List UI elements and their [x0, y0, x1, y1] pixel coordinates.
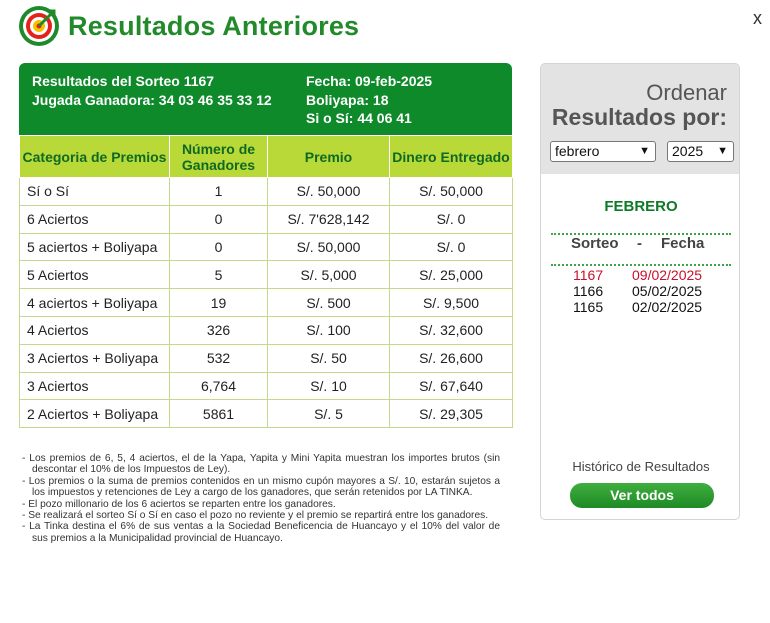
table-cell: S/. 32,600: [390, 316, 513, 344]
sort-controls: [541, 64, 739, 174]
table-cell: 19: [170, 289, 268, 317]
winning-numbers: Jugada Ganadora: 34 03 46 35 33 12: [32, 92, 272, 108]
table-cell: 0: [170, 205, 268, 233]
table-cell: S/. 50,000: [268, 178, 390, 206]
table-cell: 2 Aciertos + Boliyapa: [20, 400, 170, 428]
table-cell: 5 Aciertos: [20, 261, 170, 289]
column-header-sorteo: Sorteo: [571, 235, 619, 252]
table-cell: S/. 5,000: [268, 261, 390, 289]
table-cell: S/. 26,600: [390, 344, 513, 372]
column-header: Dinero Entregado: [390, 136, 513, 178]
table-cell: Sí o Sí: [20, 178, 170, 206]
divider: [551, 264, 731, 266]
column-header: Número de Ganadores: [170, 136, 268, 178]
year-select[interactable]: [667, 141, 734, 162]
column-header: Premio: [268, 136, 390, 178]
month-select[interactable]: [550, 141, 656, 162]
prizes-table: [19, 135, 513, 428]
draw-date: Fecha: 09-feb-2025: [306, 73, 433, 89]
table-row: [20, 400, 513, 428]
draw-link-date[interactable]: 05/02/2025: [632, 283, 703, 299]
history-label: Histórico de Resultados: [572, 459, 710, 474]
table-row: [20, 261, 513, 289]
table-cell: 3 Aciertos + Boliyapa: [20, 344, 170, 372]
chevron-down-icon: ▼: [639, 145, 650, 157]
table-cell: S/. 10: [268, 372, 390, 400]
table-cell: 4 Aciertos: [20, 316, 170, 344]
boliyapa-number: Boliyapa: 18: [306, 92, 389, 108]
table-cell: S/. 50,000: [268, 233, 390, 261]
table-cell: S/. 67,640: [390, 372, 513, 400]
table-row: [20, 372, 513, 400]
table-cell: 6 Aciertos: [20, 205, 170, 233]
table-cell: 6,764: [170, 372, 268, 400]
chevron-down-icon: ▼: [717, 145, 728, 157]
table-row: [20, 344, 513, 372]
table-cell: 0: [170, 233, 268, 261]
month-select-value: febrero: [555, 143, 600, 159]
column-header: Categoria de Premios: [20, 136, 170, 178]
draw-link-number[interactable]: 1167: [573, 267, 604, 283]
si-o-si-numbers: Si o Sí: 44 06 41: [306, 110, 412, 126]
results-panel: [19, 63, 512, 428]
table-header-row: [20, 136, 513, 178]
table-cell: S/. 0: [390, 233, 513, 261]
page-header: [18, 5, 359, 47]
sort-sidebar: [540, 63, 740, 520]
page-title: Resultados Anteriores: [68, 10, 360, 41]
target-logo-icon: [18, 5, 60, 47]
table-cell: 5 aciertos + Boliyapa: [20, 233, 170, 261]
table-cell: 1: [170, 178, 268, 206]
note-item: - Los premios de 6, 5, 4 aciertos, el de la Yapa, Yapita y Mini Yapita muestran los importes brutos (sin descontar el 10% de los Impuestos de Ley).: [22, 453, 500, 476]
note-item: - La Tinka destina el 6% de sus ventas a la Sociedad Beneficencia de Huancayo y el 10% del valor de sus premios a la Municipalidad provincial de Huancayo.: [22, 521, 500, 544]
month-title: FEBRERO: [604, 198, 678, 215]
table-cell: S/. 100: [268, 316, 390, 344]
table-cell: S/. 50,000: [390, 178, 513, 206]
table-cell: 532: [170, 344, 268, 372]
table-cell: S/. 5: [268, 400, 390, 428]
table-cell: S/. 9,500: [390, 289, 513, 317]
table-cell: S/. 25,000: [390, 261, 513, 289]
table-row: [20, 316, 513, 344]
table-cell: S/. 500: [268, 289, 390, 317]
table-cell: 5861: [170, 400, 268, 428]
sort-heading-line1: Ordenar: [646, 80, 727, 105]
table-row: [20, 289, 513, 317]
table-cell: S/. 50: [268, 344, 390, 372]
draw-link-number[interactable]: 1166: [573, 283, 604, 299]
draw-link-date[interactable]: 09/02/2025: [632, 267, 703, 283]
year-select-value: 2025: [672, 143, 704, 159]
table-cell: S/. 0: [390, 205, 513, 233]
disclaimer-notes: [22, 453, 500, 544]
view-all-button[interactable]: Ver todos: [570, 483, 714, 508]
table-row: [20, 205, 513, 233]
table-cell: 3 Aciertos: [20, 372, 170, 400]
note-item: - Se realizará el sorteo Sí o Sí en caso el pozo no reviente y el premio se repartirá entre los ganadores.: [22, 510, 489, 522]
draw-summary-banner: [19, 63, 512, 135]
note-item: - El pozo millonario de los 6 aciertos se reparten entre los ganadores.: [22, 498, 336, 510]
table-row: [20, 233, 513, 261]
table-cell: S/. 7'628,142: [268, 205, 390, 233]
draw-number: Resultados del Sorteo 1167: [32, 73, 215, 89]
column-header-separator: -: [637, 235, 642, 252]
draw-link-number[interactable]: 1165: [573, 299, 604, 315]
table-cell: 5: [170, 261, 268, 289]
close-button[interactable]: x: [753, 8, 762, 28]
table-cell: 4 aciertos + Boliyapa: [20, 289, 170, 317]
draw-link-date[interactable]: 02/02/2025: [632, 299, 703, 315]
column-header-fecha: Fecha: [661, 235, 705, 252]
note-item: - Los premios o la suma de premios contenidos en un mismo cupón mayores a S/. 10, estarán sujetos a los impuestos y retenciones de Ley a cargo de los ganadores, que serán retenidos por LA TINKA.: [22, 475, 500, 499]
sort-heading-line2: Resultados por:: [551, 104, 727, 130]
table-cell: S/. 29,305: [390, 400, 513, 428]
table-cell: 326: [170, 316, 268, 344]
table-row: [20, 178, 513, 206]
